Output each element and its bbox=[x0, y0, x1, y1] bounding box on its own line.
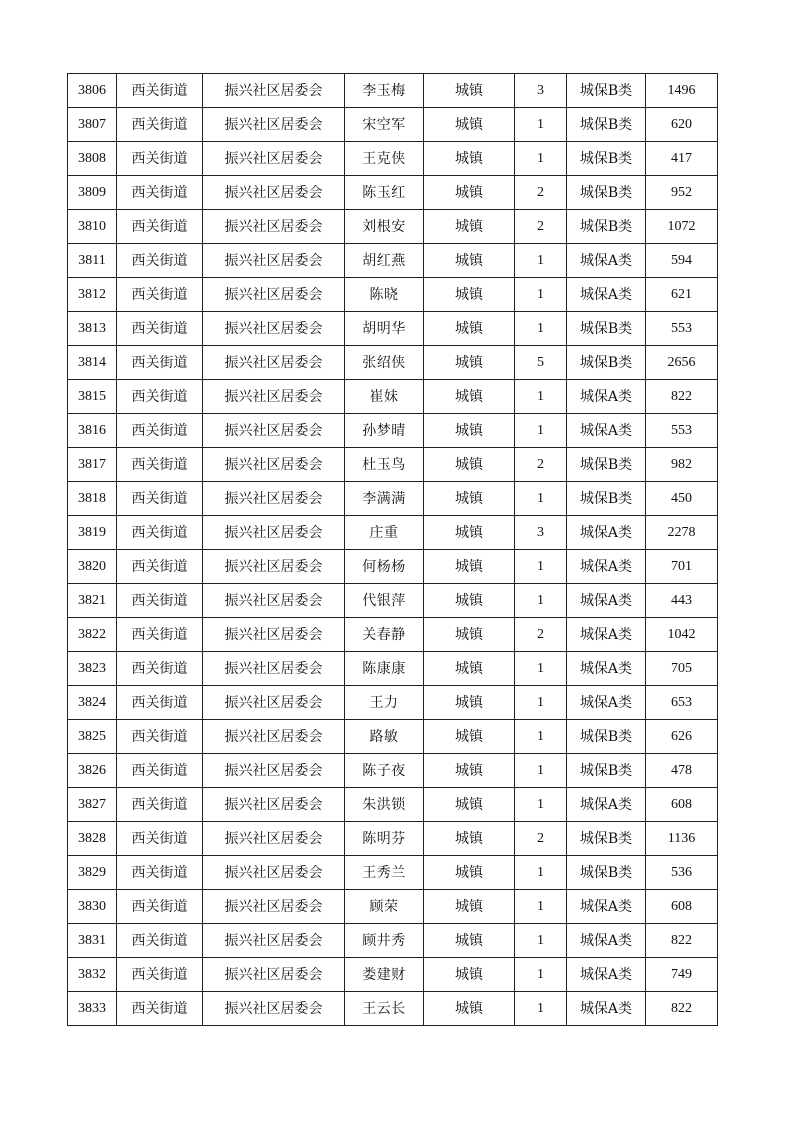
area-type-cell: 城镇 bbox=[424, 278, 515, 312]
table-row bbox=[68, 924, 718, 958]
household-count-cell: 3 bbox=[515, 74, 567, 108]
name-cell: 关春静 bbox=[345, 618, 424, 652]
area-type-cell: 城镇 bbox=[424, 958, 515, 992]
committee-cell: 振兴社区居委会 bbox=[203, 550, 345, 584]
area-type-cell: 城镇 bbox=[424, 482, 515, 516]
category-cell: 城保B类 bbox=[567, 856, 646, 890]
household-count-cell: 1 bbox=[515, 312, 567, 346]
category-cell: 城保A类 bbox=[567, 890, 646, 924]
serial-number-cell: 3807 bbox=[68, 108, 117, 142]
category-cell: 城保B类 bbox=[567, 176, 646, 210]
street-cell: 西关街道 bbox=[117, 788, 203, 822]
category-cell: 城保B类 bbox=[567, 108, 646, 142]
serial-number-cell: 3827 bbox=[68, 788, 117, 822]
amount-cell: 705 bbox=[646, 652, 718, 686]
area-type-cell: 城镇 bbox=[424, 312, 515, 346]
record-table bbox=[67, 73, 718, 1026]
table-row bbox=[68, 278, 718, 312]
amount-cell: 626 bbox=[646, 720, 718, 754]
name-cell: 朱洪锁 bbox=[345, 788, 424, 822]
area-type-cell: 城镇 bbox=[424, 108, 515, 142]
table-row bbox=[68, 890, 718, 924]
serial-number-cell: 3828 bbox=[68, 822, 117, 856]
category-cell: 城保A类 bbox=[567, 652, 646, 686]
area-type-cell: 城镇 bbox=[424, 992, 515, 1026]
committee-cell: 振兴社区居委会 bbox=[203, 958, 345, 992]
serial-number-cell: 3811 bbox=[68, 244, 117, 278]
name-cell: 王力 bbox=[345, 686, 424, 720]
area-type-cell: 城镇 bbox=[424, 890, 515, 924]
name-cell: 王克侠 bbox=[345, 142, 424, 176]
area-type-cell: 城镇 bbox=[424, 550, 515, 584]
street-cell: 西关街道 bbox=[117, 618, 203, 652]
street-cell: 西关街道 bbox=[117, 380, 203, 414]
table-row bbox=[68, 856, 718, 890]
name-cell: 顾井秀 bbox=[345, 924, 424, 958]
street-cell: 西关街道 bbox=[117, 754, 203, 788]
street-cell: 西关街道 bbox=[117, 346, 203, 380]
serial-number-cell: 3829 bbox=[68, 856, 117, 890]
area-type-cell: 城镇 bbox=[424, 448, 515, 482]
street-cell: 西关街道 bbox=[117, 278, 203, 312]
serial-number-cell: 3823 bbox=[68, 652, 117, 686]
street-cell: 西关街道 bbox=[117, 448, 203, 482]
amount-cell: 553 bbox=[646, 414, 718, 448]
name-cell: 杜玉鸟 bbox=[345, 448, 424, 482]
committee-cell: 振兴社区居委会 bbox=[203, 822, 345, 856]
household-count-cell: 1 bbox=[515, 890, 567, 924]
area-type-cell: 城镇 bbox=[424, 720, 515, 754]
committee-cell: 振兴社区居委会 bbox=[203, 380, 345, 414]
committee-cell: 振兴社区居委会 bbox=[203, 312, 345, 346]
area-type-cell: 城镇 bbox=[424, 380, 515, 414]
category-cell: 城保B类 bbox=[567, 754, 646, 788]
serial-number-cell: 3819 bbox=[68, 516, 117, 550]
amount-cell: 2656 bbox=[646, 346, 718, 380]
name-cell: 何杨杨 bbox=[345, 550, 424, 584]
area-type-cell: 城镇 bbox=[424, 74, 515, 108]
area-type-cell: 城镇 bbox=[424, 924, 515, 958]
name-cell: 宋空军 bbox=[345, 108, 424, 142]
serial-number-cell: 3817 bbox=[68, 448, 117, 482]
category-cell: 城保B类 bbox=[567, 822, 646, 856]
category-cell: 城保A类 bbox=[567, 584, 646, 618]
serial-number-cell: 3812 bbox=[68, 278, 117, 312]
category-cell: 城保A类 bbox=[567, 992, 646, 1026]
table-row bbox=[68, 108, 718, 142]
amount-cell: 450 bbox=[646, 482, 718, 516]
street-cell: 西关街道 bbox=[117, 924, 203, 958]
amount-cell: 982 bbox=[646, 448, 718, 482]
table-row bbox=[68, 176, 718, 210]
committee-cell: 振兴社区居委会 bbox=[203, 278, 345, 312]
committee-cell: 振兴社区居委会 bbox=[203, 992, 345, 1026]
committee-cell: 振兴社区居委会 bbox=[203, 210, 345, 244]
name-cell: 孙梦晴 bbox=[345, 414, 424, 448]
amount-cell: 417 bbox=[646, 142, 718, 176]
table-row bbox=[68, 516, 718, 550]
street-cell: 西关街道 bbox=[117, 414, 203, 448]
street-cell: 西关街道 bbox=[117, 822, 203, 856]
name-cell: 王秀兰 bbox=[345, 856, 424, 890]
area-type-cell: 城镇 bbox=[424, 244, 515, 278]
table-row bbox=[68, 652, 718, 686]
serial-number-cell: 3831 bbox=[68, 924, 117, 958]
household-count-cell: 1 bbox=[515, 142, 567, 176]
amount-cell: 478 bbox=[646, 754, 718, 788]
table-row bbox=[68, 822, 718, 856]
household-count-cell: 1 bbox=[515, 686, 567, 720]
table-row bbox=[68, 788, 718, 822]
area-type-cell: 城镇 bbox=[424, 822, 515, 856]
committee-cell: 振兴社区居委会 bbox=[203, 244, 345, 278]
street-cell: 西关街道 bbox=[117, 312, 203, 346]
table-row bbox=[68, 550, 718, 584]
table-row bbox=[68, 584, 718, 618]
household-count-cell: 2 bbox=[515, 176, 567, 210]
category-cell: 城保A类 bbox=[567, 380, 646, 414]
category-cell: 城保A类 bbox=[567, 414, 646, 448]
area-type-cell: 城镇 bbox=[424, 618, 515, 652]
household-count-cell: 1 bbox=[515, 924, 567, 958]
committee-cell: 振兴社区居委会 bbox=[203, 788, 345, 822]
street-cell: 西关街道 bbox=[117, 584, 203, 618]
table-row bbox=[68, 618, 718, 652]
area-type-cell: 城镇 bbox=[424, 652, 515, 686]
committee-cell: 振兴社区居委会 bbox=[203, 482, 345, 516]
name-cell: 崔妹 bbox=[345, 380, 424, 414]
name-cell: 路敏 bbox=[345, 720, 424, 754]
category-cell: 城保B类 bbox=[567, 74, 646, 108]
table-row bbox=[68, 244, 718, 278]
table-row bbox=[68, 312, 718, 346]
committee-cell: 振兴社区居委会 bbox=[203, 924, 345, 958]
household-count-cell: 1 bbox=[515, 278, 567, 312]
category-cell: 城保B类 bbox=[567, 346, 646, 380]
table-row bbox=[68, 720, 718, 754]
serial-number-cell: 3820 bbox=[68, 550, 117, 584]
street-cell: 西关街道 bbox=[117, 482, 203, 516]
area-type-cell: 城镇 bbox=[424, 346, 515, 380]
name-cell: 代银萍 bbox=[345, 584, 424, 618]
household-count-cell: 1 bbox=[515, 108, 567, 142]
street-cell: 西关街道 bbox=[117, 74, 203, 108]
amount-cell: 2278 bbox=[646, 516, 718, 550]
name-cell: 李满满 bbox=[345, 482, 424, 516]
amount-cell: 536 bbox=[646, 856, 718, 890]
amount-cell: 1072 bbox=[646, 210, 718, 244]
committee-cell: 振兴社区居委会 bbox=[203, 74, 345, 108]
area-type-cell: 城镇 bbox=[424, 414, 515, 448]
amount-cell: 594 bbox=[646, 244, 718, 278]
amount-cell: 822 bbox=[646, 992, 718, 1026]
amount-cell: 620 bbox=[646, 108, 718, 142]
name-cell: 刘根安 bbox=[345, 210, 424, 244]
street-cell: 西关街道 bbox=[117, 686, 203, 720]
area-type-cell: 城镇 bbox=[424, 856, 515, 890]
category-cell: 城保B类 bbox=[567, 210, 646, 244]
amount-cell: 749 bbox=[646, 958, 718, 992]
table-row bbox=[68, 414, 718, 448]
household-count-cell: 2 bbox=[515, 618, 567, 652]
committee-cell: 振兴社区居委会 bbox=[203, 448, 345, 482]
name-cell: 胡明华 bbox=[345, 312, 424, 346]
table-row bbox=[68, 346, 718, 380]
household-count-cell: 1 bbox=[515, 788, 567, 822]
committee-cell: 振兴社区居委会 bbox=[203, 108, 345, 142]
serial-number-cell: 3833 bbox=[68, 992, 117, 1026]
name-cell: 陈晓 bbox=[345, 278, 424, 312]
category-cell: 城保A类 bbox=[567, 516, 646, 550]
serial-number-cell: 3832 bbox=[68, 958, 117, 992]
amount-cell: 822 bbox=[646, 380, 718, 414]
category-cell: 城保A类 bbox=[567, 958, 646, 992]
area-type-cell: 城镇 bbox=[424, 176, 515, 210]
committee-cell: 振兴社区居委会 bbox=[203, 890, 345, 924]
area-type-cell: 城镇 bbox=[424, 210, 515, 244]
name-cell: 李玉梅 bbox=[345, 74, 424, 108]
name-cell: 陈子夜 bbox=[345, 754, 424, 788]
street-cell: 西关街道 bbox=[117, 516, 203, 550]
amount-cell: 621 bbox=[646, 278, 718, 312]
household-count-cell: 1 bbox=[515, 244, 567, 278]
serial-number-cell: 3809 bbox=[68, 176, 117, 210]
street-cell: 西关街道 bbox=[117, 856, 203, 890]
amount-cell: 553 bbox=[646, 312, 718, 346]
committee-cell: 振兴社区居委会 bbox=[203, 754, 345, 788]
household-count-cell: 1 bbox=[515, 482, 567, 516]
serial-number-cell: 3808 bbox=[68, 142, 117, 176]
committee-cell: 振兴社区居委会 bbox=[203, 142, 345, 176]
household-count-cell: 3 bbox=[515, 516, 567, 550]
amount-cell: 1136 bbox=[646, 822, 718, 856]
serial-number-cell: 3815 bbox=[68, 380, 117, 414]
household-count-cell: 2 bbox=[515, 822, 567, 856]
committee-cell: 振兴社区居委会 bbox=[203, 346, 345, 380]
serial-number-cell: 3810 bbox=[68, 210, 117, 244]
household-count-cell: 1 bbox=[515, 414, 567, 448]
table-row bbox=[68, 380, 718, 414]
street-cell: 西关街道 bbox=[117, 958, 203, 992]
category-cell: 城保A类 bbox=[567, 550, 646, 584]
area-type-cell: 城镇 bbox=[424, 516, 515, 550]
serial-number-cell: 3822 bbox=[68, 618, 117, 652]
name-cell: 陈玉红 bbox=[345, 176, 424, 210]
household-count-cell: 5 bbox=[515, 346, 567, 380]
category-cell: 城保B类 bbox=[567, 448, 646, 482]
household-count-cell: 1 bbox=[515, 380, 567, 414]
committee-cell: 振兴社区居委会 bbox=[203, 856, 345, 890]
committee-cell: 振兴社区居委会 bbox=[203, 720, 345, 754]
street-cell: 西关街道 bbox=[117, 108, 203, 142]
category-cell: 城保A类 bbox=[567, 924, 646, 958]
amount-cell: 1496 bbox=[646, 74, 718, 108]
table-row bbox=[68, 992, 718, 1026]
street-cell: 西关街道 bbox=[117, 992, 203, 1026]
street-cell: 西关街道 bbox=[117, 142, 203, 176]
table-row bbox=[68, 482, 718, 516]
committee-cell: 振兴社区居委会 bbox=[203, 686, 345, 720]
serial-number-cell: 3821 bbox=[68, 584, 117, 618]
table-body bbox=[68, 74, 718, 1026]
committee-cell: 振兴社区居委会 bbox=[203, 414, 345, 448]
household-count-cell: 1 bbox=[515, 550, 567, 584]
serial-number-cell: 3824 bbox=[68, 686, 117, 720]
street-cell: 西关街道 bbox=[117, 652, 203, 686]
name-cell: 顾荣 bbox=[345, 890, 424, 924]
table-row bbox=[68, 142, 718, 176]
committee-cell: 振兴社区居委会 bbox=[203, 176, 345, 210]
category-cell: 城保B类 bbox=[567, 312, 646, 346]
committee-cell: 振兴社区居委会 bbox=[203, 618, 345, 652]
household-count-cell: 1 bbox=[515, 856, 567, 890]
serial-number-cell: 3830 bbox=[68, 890, 117, 924]
amount-cell: 608 bbox=[646, 890, 718, 924]
household-count-cell: 1 bbox=[515, 958, 567, 992]
street-cell: 西关街道 bbox=[117, 244, 203, 278]
category-cell: 城保A类 bbox=[567, 788, 646, 822]
serial-number-cell: 3825 bbox=[68, 720, 117, 754]
category-cell: 城保A类 bbox=[567, 686, 646, 720]
amount-cell: 952 bbox=[646, 176, 718, 210]
serial-number-cell: 3813 bbox=[68, 312, 117, 346]
table-row bbox=[68, 448, 718, 482]
committee-cell: 振兴社区居委会 bbox=[203, 584, 345, 618]
serial-number-cell: 3826 bbox=[68, 754, 117, 788]
household-count-cell: 1 bbox=[515, 754, 567, 788]
category-cell: 城保B类 bbox=[567, 482, 646, 516]
name-cell: 张绍侠 bbox=[345, 346, 424, 380]
serial-number-cell: 3806 bbox=[68, 74, 117, 108]
serial-number-cell: 3818 bbox=[68, 482, 117, 516]
serial-number-cell: 3814 bbox=[68, 346, 117, 380]
area-type-cell: 城镇 bbox=[424, 788, 515, 822]
area-type-cell: 城镇 bbox=[424, 754, 515, 788]
name-cell: 娄建财 bbox=[345, 958, 424, 992]
street-cell: 西关街道 bbox=[117, 890, 203, 924]
name-cell: 陈明芬 bbox=[345, 822, 424, 856]
household-count-cell: 1 bbox=[515, 992, 567, 1026]
committee-cell: 振兴社区居委会 bbox=[203, 652, 345, 686]
household-count-cell: 1 bbox=[515, 652, 567, 686]
amount-cell: 822 bbox=[646, 924, 718, 958]
category-cell: 城保A类 bbox=[567, 244, 646, 278]
table-row bbox=[68, 74, 718, 108]
amount-cell: 608 bbox=[646, 788, 718, 822]
area-type-cell: 城镇 bbox=[424, 142, 515, 176]
street-cell: 西关街道 bbox=[117, 550, 203, 584]
household-count-cell: 1 bbox=[515, 720, 567, 754]
table-row bbox=[68, 754, 718, 788]
name-cell: 王云长 bbox=[345, 992, 424, 1026]
area-type-cell: 城镇 bbox=[424, 686, 515, 720]
amount-cell: 443 bbox=[646, 584, 718, 618]
name-cell: 胡红燕 bbox=[345, 244, 424, 278]
name-cell: 庄重 bbox=[345, 516, 424, 550]
amount-cell: 701 bbox=[646, 550, 718, 584]
category-cell: 城保A类 bbox=[567, 618, 646, 652]
street-cell: 西关街道 bbox=[117, 176, 203, 210]
household-count-cell: 2 bbox=[515, 210, 567, 244]
amount-cell: 1042 bbox=[646, 618, 718, 652]
area-type-cell: 城镇 bbox=[424, 584, 515, 618]
table-row bbox=[68, 958, 718, 992]
street-cell: 西关街道 bbox=[117, 210, 203, 244]
table-row bbox=[68, 686, 718, 720]
table-row bbox=[68, 210, 718, 244]
household-count-cell: 1 bbox=[515, 584, 567, 618]
household-count-cell: 2 bbox=[515, 448, 567, 482]
committee-cell: 振兴社区居委会 bbox=[203, 516, 345, 550]
category-cell: 城保A类 bbox=[567, 278, 646, 312]
serial-number-cell: 3816 bbox=[68, 414, 117, 448]
street-cell: 西关街道 bbox=[117, 720, 203, 754]
category-cell: 城保B类 bbox=[567, 720, 646, 754]
amount-cell: 653 bbox=[646, 686, 718, 720]
name-cell: 陈康康 bbox=[345, 652, 424, 686]
category-cell: 城保B类 bbox=[567, 142, 646, 176]
